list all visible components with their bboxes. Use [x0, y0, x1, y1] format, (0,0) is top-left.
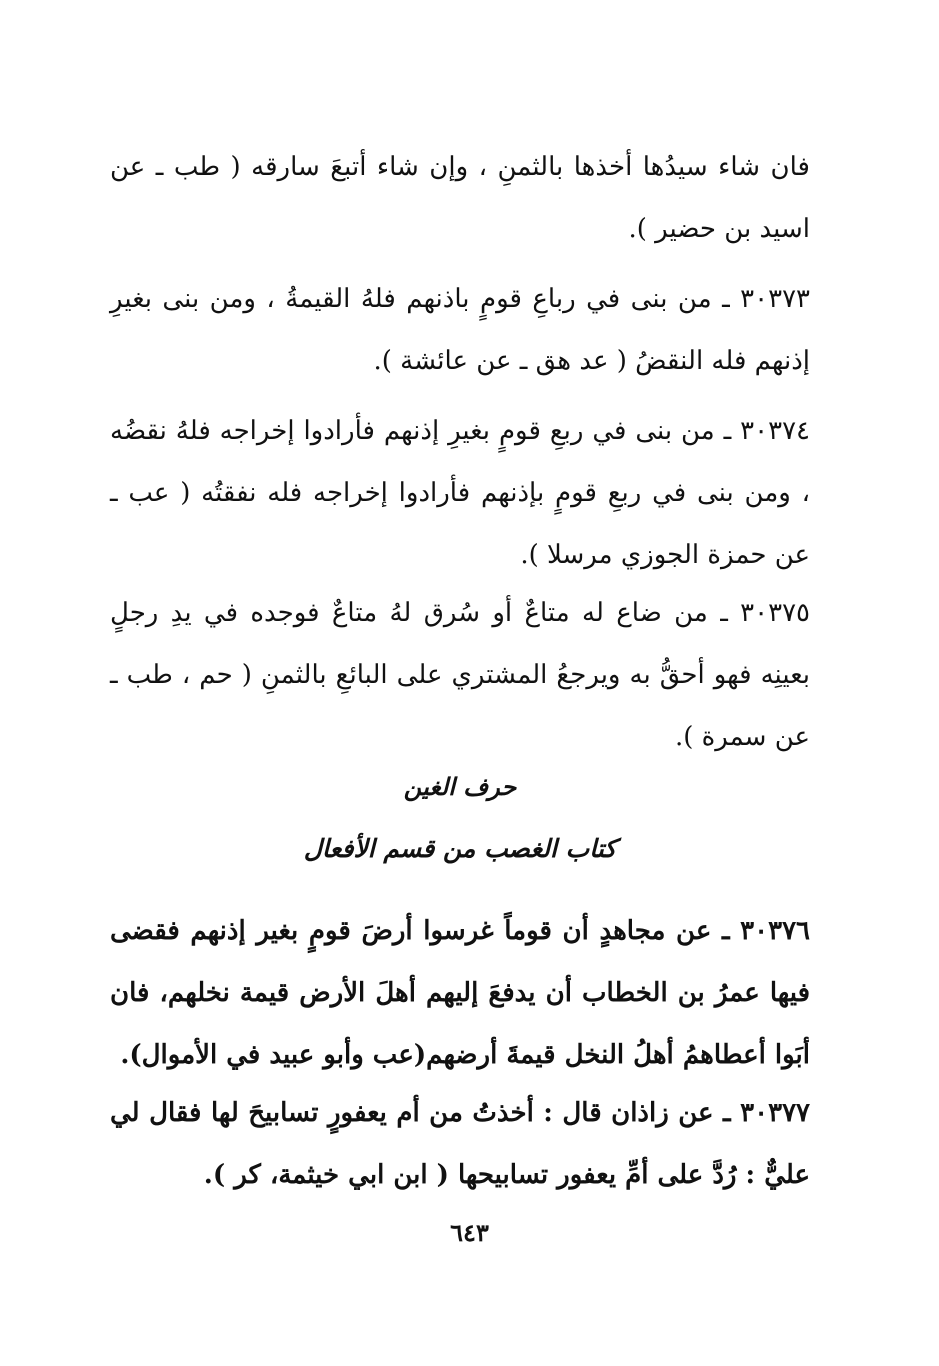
section-heading-book: كتاب الغصب من قسم الأفعال — [303, 834, 617, 863]
paragraph-30373: ٣٠٣٧٣ ـ من بنى في رباعِ قومٍ باذنهم فلهُ القيمةُ ، ومن بنى بغيرِ إذنهم فله النقضُ ( عد هق ـ عن عائشة ). — [110, 284, 810, 376]
paragraph-30375: ٣٠٣٧٥ ـ من ضاع له متاعٌ أو سُرق لهُ متاعٌ فوجده في يدِ رجلٍ بعينِه فهو أحقُّ به ويرجعُ المشتري على البائعِ بالثمنِ ( حم ، طب ـ عن سمرة ). — [110, 598, 810, 752]
paragraph-continuation: فان شاء سيدُها أخذها بالثمنِ ، وإن شاء أتبعَ سارقه ( طب ـ عن اسيد بن حضير ). — [110, 152, 810, 244]
paragraph-30377: ٣٠٣٧٧ ـ عن زاذان قال : أخذتُ من أم يعفورٍ تسابيحَ لها فقال لي عليٌّ : رُدَّ على أمِّ يعفور تسابيحها ( ابن ابي خيثمة، كر ). — [110, 1098, 810, 1190]
paragraph-30376: ٣٠٣٧٦ ـ عن مجاهدٍ أن قوماً غرسوا أرضَ قومٍ بغير إذنهم فقضى فيها عمرُ بن الخطاب أن يدفعَ إليهم أهلَ الأرض قيمة نخلهم، فان أبَوا أعطاهمُ أهلُ النخل قيمةَ أرضهم(عب وأبو عبيد في الأموال). — [110, 916, 810, 1070]
page-number: ٦٤٣ — [450, 1218, 489, 1247]
section-heading-letter: حرف الغين — [403, 772, 517, 801]
paragraph-30374: ٣٠٣٧٤ ـ من بنى في ربعِ قومٍ بغيرِ إذنهم فأرادوا إخراجه فلهُ نقضُه ، ومن بنى في ربعِ قومٍ بإذنهم فأرادوا إخراجه فله نفقتُه ( عب ـ عن حمزة الجوزي مرسلا ). — [110, 416, 810, 570]
